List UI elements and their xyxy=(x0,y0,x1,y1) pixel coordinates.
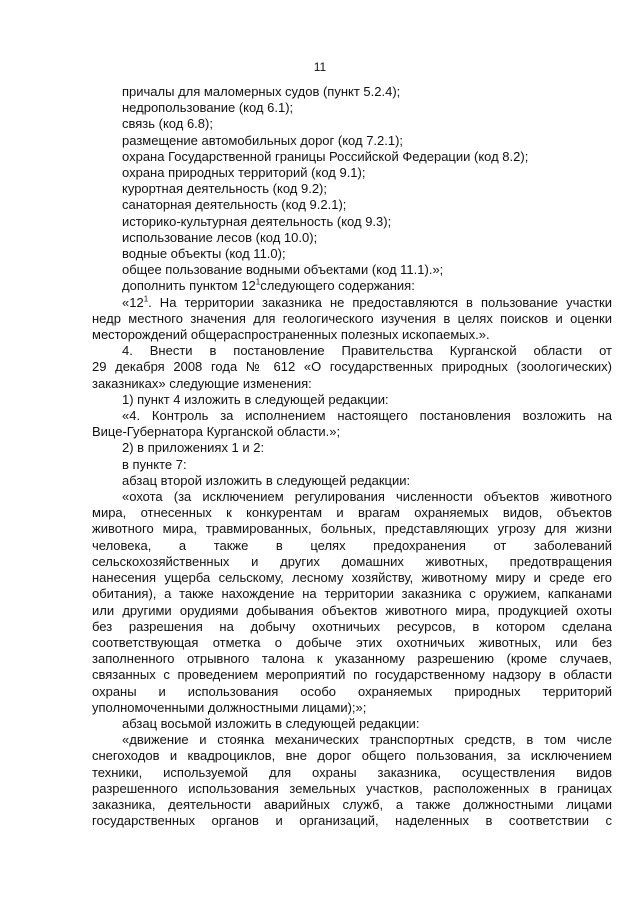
paragraph-line: или другими орудиями добывания объектов животного мира, продукцией охоты xyxy=(92,602,612,618)
paragraph-line: «4. Контроль за исполнением настоящего постановления возложить на xyxy=(122,408,612,424)
paragraph-line: заказника, деятельности аварийных служб, а также должностными лицами xyxy=(92,796,612,812)
list-item: размещение автомобильных дорог (код 7.2.1); xyxy=(122,132,404,148)
paragraph-line: «движение и стоянка механических транспортных средств, в том числе xyxy=(122,732,612,748)
abzac-2-label: абзац второй изложить в следующей редакции: xyxy=(122,472,411,488)
subitem-title: 2) в приложениях 1 и 2: xyxy=(122,440,265,456)
list-item: причалы для маломерных судов (пункт 5.2.4); xyxy=(122,84,401,99)
page-number: 11 xyxy=(313,60,327,74)
paragraph-line: снегоходов и квадроциклов, вне дорог общего пользования, за исключением xyxy=(92,748,612,764)
paragraph-line: разрешенного использования земельных участков, расположенных в границах xyxy=(92,780,612,796)
paragraph-line: человека, а также в целях предохранения от заболеваний xyxy=(92,537,612,553)
paragraph-line: государственных органов и организаций, наделенных в соответствии с xyxy=(92,813,612,829)
paragraph-line: животного мира, травмированных, больных, представляющих угрозу для жизни xyxy=(92,521,612,537)
paragraph-line: Вице-Губернатора Курганской области.»; xyxy=(92,424,341,440)
subitem-2 xyxy=(92,440,612,489)
permitted-uses-list xyxy=(92,84,612,278)
movement-paragraph xyxy=(92,732,612,829)
hunting-paragraph xyxy=(92,489,612,716)
paragraph-line: сельскохозяйственных и других домашних животных, предотвращения xyxy=(92,553,612,569)
list-item: санаторная деятельность (код 9.2.1); xyxy=(122,197,347,213)
document-body xyxy=(92,84,612,829)
paragraph-line: 29 декабря 2008 года № 612 «О государственных природных (зоологических) xyxy=(92,359,612,375)
list-item: связь (код 6.8); xyxy=(122,116,213,132)
paragraph-line: без разрешения на добычу охотничьих ресурсов, в котором сделана xyxy=(92,618,612,634)
list-item: охрана Государственной границы Российской Федерации (код 8.2); xyxy=(122,148,529,164)
paragraph-line: мира, отнесенных к конкурентам и врагам охраняемых видов, объектов xyxy=(92,505,612,521)
supplement-text-end: следующего содержания: xyxy=(260,278,415,294)
supplement-line xyxy=(92,278,612,294)
list-item: использование лесов (код 10.0); xyxy=(122,229,318,245)
quote-line-rest: . На территории заказника не предоставляются в пользование участки xyxy=(148,294,612,310)
subitem-1 xyxy=(92,392,612,441)
paragraph-line: заполненного отрывного талона к указанному разрешению (кроме случаев, xyxy=(92,651,612,667)
paragraph-line: соответствующая отметка о добыче этих охотничьих животных, или без xyxy=(92,634,612,650)
paragraph-line xyxy=(92,295,612,311)
paragraph-line: месторождений общераспространенных полезных ископаемых.». xyxy=(92,327,490,343)
paragraph-line: 4. Внести в постановление Правительства Курганской области от xyxy=(122,343,612,359)
paragraph-line: охраны и использования особо охраняемых природных территорий xyxy=(92,683,612,699)
subitem-title: 1) пункт 4 изложить в следующей редакции: xyxy=(122,391,389,407)
quote-lead: «12 xyxy=(122,294,144,310)
point-7-label: в пункте 7: xyxy=(122,456,187,472)
quote-superscript: 1 xyxy=(143,294,149,304)
list-item: водные объекты (код 11.0); xyxy=(122,246,286,262)
paragraph-line: техники, используемой для охраны заказника, осуществления видов xyxy=(92,764,612,780)
paragraph-line: недр местного значения для геологического изучения в целях поисков и оценки xyxy=(92,310,612,326)
abzac-8-label: абзац восьмой изложить в следующей редакции: xyxy=(122,715,420,731)
list-item: охрана природных территорий (код 9.1); xyxy=(122,165,366,181)
list-item: курортная деятельность (код 9.2); xyxy=(122,181,327,197)
quote-paragraph-12 xyxy=(92,295,612,344)
item-4 xyxy=(92,343,612,392)
list-item: недропользование (код 6.1); xyxy=(122,100,294,116)
paragraph-line: «охота (за исключением регулирования численности объектов животного xyxy=(122,489,612,505)
paragraph-line: связанных с проведением мероприятий по государственному надзору в области xyxy=(92,667,612,683)
paragraph-line: уполномоченными должностными лицами);»; xyxy=(92,699,367,715)
supplement-text: дополнить пунктом 12 xyxy=(122,278,256,294)
supplement-superscript: 1 xyxy=(255,278,261,288)
list-item: историко-культурная деятельность (код 9.3); xyxy=(122,213,392,229)
paragraph-line: заказниках» следующие изменения: xyxy=(92,375,312,391)
paragraph-line: нанесения ущерба сельскому, лесному хозяйству, животному миру и среде его xyxy=(92,570,612,586)
list-item: общее пользование водными объектами (код 11.1).»; xyxy=(122,262,444,278)
paragraph-line: обитания), а также нахождение на территории заказника с оружием, капканами xyxy=(92,586,612,602)
